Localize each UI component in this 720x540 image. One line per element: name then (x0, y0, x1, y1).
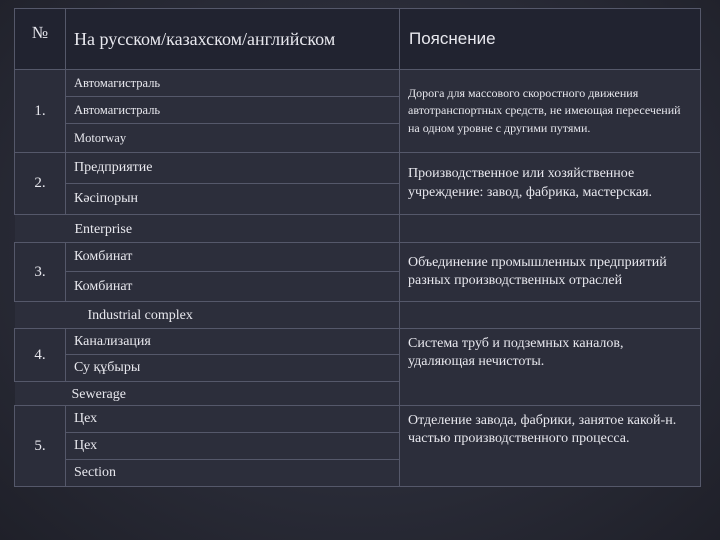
table-row (15, 302, 701, 329)
row-number: 3. (15, 243, 66, 302)
term-russian: Комбинат (66, 243, 400, 272)
term-kazakh: Автомагистраль (66, 97, 400, 124)
term-russian: Канализация (66, 329, 400, 355)
row-number: 1. (15, 70, 66, 153)
row-number: 2. (15, 153, 66, 215)
table-header-row (15, 9, 701, 70)
term-english-band (15, 215, 400, 243)
vocabulary-table (14, 8, 701, 487)
term-english-band (15, 302, 400, 329)
term-english: Enterprise (74, 221, 133, 237)
row-number: 4. (15, 329, 66, 382)
term-explanation: Производственное или хозяйственное учреждение: завод, фабрика, мастерская. (400, 153, 701, 215)
term-russian: Цех (66, 406, 400, 433)
table-row (15, 329, 701, 355)
term-english: Motorway (66, 124, 400, 153)
term-kazakh: Кәсіпорын (66, 184, 400, 215)
header-term: На русском/казахском/английском (66, 9, 400, 70)
term-english: Sewerage (71, 386, 126, 402)
table-row (15, 153, 701, 184)
term-kazakh: Су құбыры (66, 355, 400, 382)
term-kazakh: Комбинат (66, 272, 400, 302)
header-explanation: Пояснение (400, 9, 701, 70)
row-number: 5. (15, 406, 66, 487)
empty-cell (400, 302, 701, 329)
term-english: Industrial complex (87, 308, 193, 323)
table-row (15, 243, 701, 272)
term-explanation: Система труб и подземных каналов, удаляющая нечистоты. (400, 329, 701, 406)
term-explanation: Дорога для массового скоростного движения автотранспортных средств, не имеющая пересечений на одном уровне с другими путями. (400, 70, 701, 153)
empty-cell (400, 215, 701, 243)
term-explanation: Отделение завода, фабрики, занятое какой-н. частью производственного процесса. (400, 406, 701, 487)
table-row (15, 215, 701, 243)
table-row (15, 70, 701, 97)
term-russian: Предприятие (66, 153, 400, 184)
table-row (15, 406, 701, 433)
term-english-band (15, 382, 400, 406)
term-explanation: Объединение промышленных предприятий разных производственных отраслей (400, 243, 701, 302)
term-kazakh: Цех (66, 433, 400, 460)
term-english: Section (66, 460, 400, 487)
term-russian: Автомагистраль (66, 70, 400, 97)
header-number: № (15, 9, 66, 70)
